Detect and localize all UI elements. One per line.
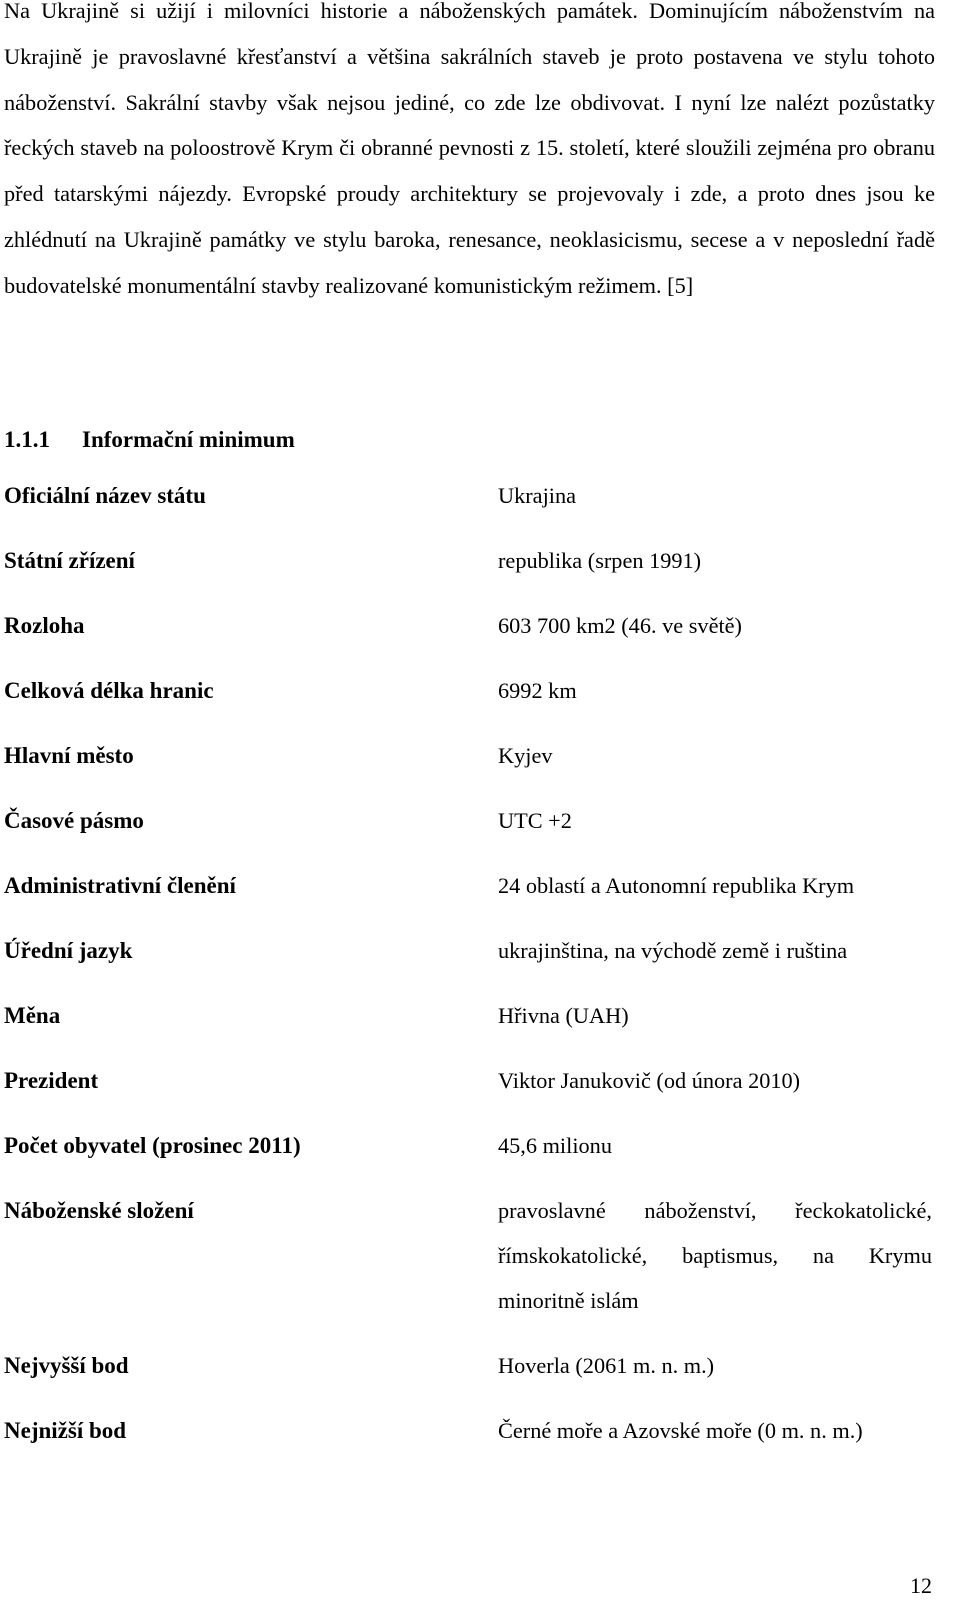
info-value: Hřivna (UAH) [498,1003,629,1028]
info-label: Celková délka hranic [4,678,214,703]
section-title: Informační minimum [82,427,295,452]
info-value: UTC +2 [498,808,572,833]
info-value: 45,6 milionu [498,1133,612,1158]
info-label: Oficiální název státu [4,483,206,508]
info-value: Černé moře a Azovské moře (0 m. n. m.) [498,1418,863,1443]
info-value: 6992 km [498,678,577,703]
info-value: 603 700 km2 (46. ve světě) [498,613,742,638]
section-heading [4,424,295,456]
info-label: Nejvyšší bod [4,1353,129,1378]
info-value: pravoslavné náboženství, řeckokatolické, římskokatolické, baptismus, na Krymu minoritně islám [498,1198,932,1313]
info-label: Hlavní město [4,743,134,768]
info-value: Kyjev [498,743,553,768]
info-label: Rozloha [4,613,85,638]
info-label: Úřední jazyk [4,938,133,963]
info-label: Prezident [4,1068,99,1093]
info-value: 24 oblastí a Autonomní republika Krym [498,873,855,898]
info-value: Hoverla (2061 m. n. m.) [498,1353,715,1378]
info-value: Ukrajina [498,483,577,508]
info-label: Časové pásmo [4,808,144,833]
info-label: Náboženské složení [4,1198,194,1223]
info-label: Administrativní členění [4,873,236,898]
info-label: Měna [4,1003,61,1028]
info-label: Nejnižší bod [4,1418,127,1443]
info-value: Viktor Janukovič (od února 2010) [498,1068,801,1093]
info-label: Počet obyvatel (prosinec 2011) [4,1133,301,1158]
section-number: 1.1.1 [4,427,50,452]
body-paragraph: Na Ukrajině si užijí i milovníci historie a náboženských památek. Dominujícím náboženstvím na Ukrajině je pravoslavné křesťanství a většina sakrálních staveb je proto postavena ve stylu tohoto náboženství. Sakrální stavby však nejsou jediné, co zde lze obdivovat. I nyní lze nalézt pozůstatky řeckých staveb na poloostrově Krym či obranné pevnosti z 15. století, které sloužili zejména pro obranu před tatarskými nájezdy. Evropské proudy architektury se projevovaly i zde, a proto dnes jsou ke zhlédnutí na Ukrajině památky ve stylu baroka, renesance, neoklasicismu, secese a v neposlední řadě budovatelské monumentální stavby realizované komunistickým režimem. [5] [4,0,935,298]
page-number: 12 [910,1573,932,1598]
info-value: republika (srpen 1991) [498,548,702,573]
info-label: Státní zřízení [4,548,135,573]
info-value: ukrajinština, na východě země i ruština [498,938,848,963]
